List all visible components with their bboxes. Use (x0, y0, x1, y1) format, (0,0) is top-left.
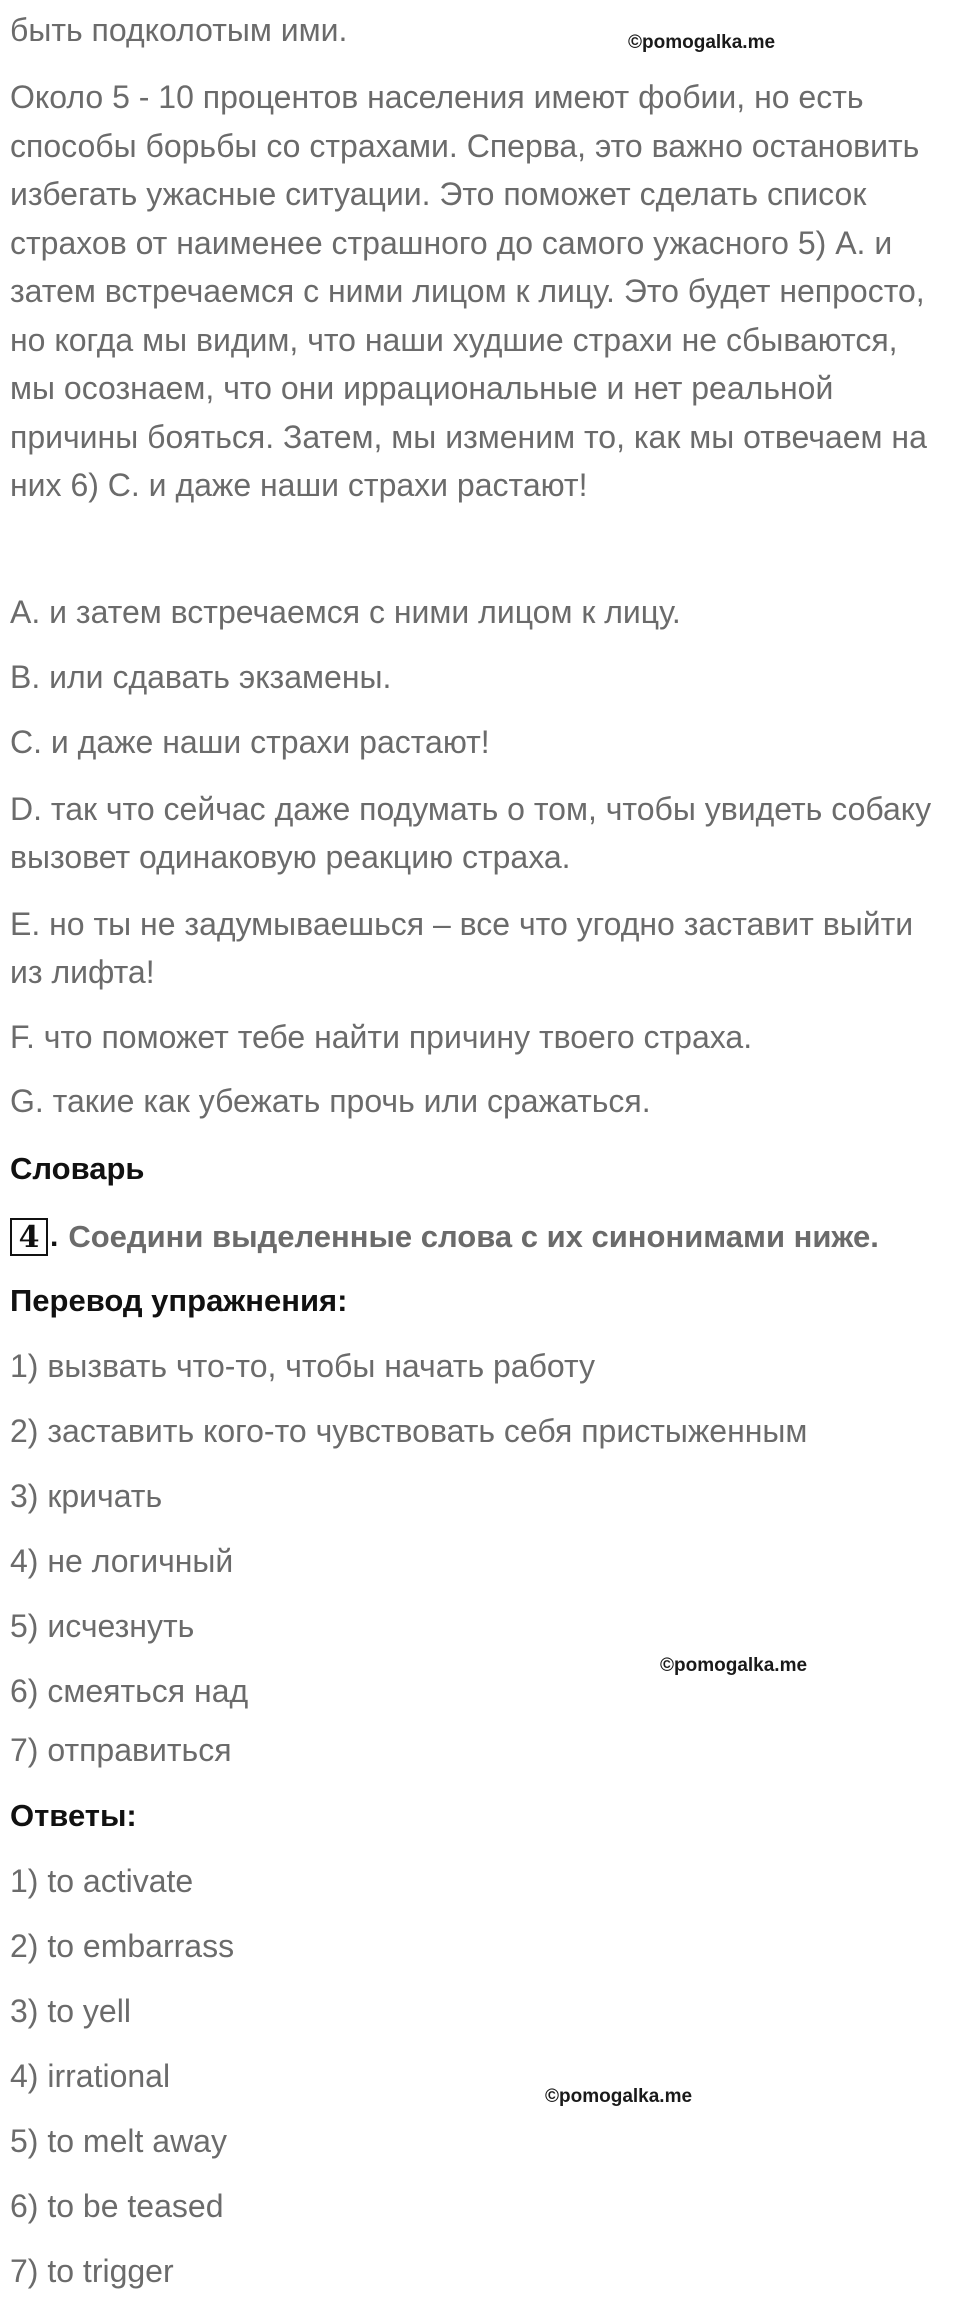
option-g: G. такие как убежать прочь или сражаться. (10, 1083, 651, 1119)
answer-item-4: 4) irrational (10, 2058, 171, 2094)
option-c: C. и даже наши страхи растают! (10, 724, 490, 760)
translation-item-1: 1) вызвать что-то, чтобы начать работу (10, 1348, 596, 1384)
translation-item-5: 5) исчезнуть (10, 1608, 195, 1644)
option-f: F. что поможет тебе найти причину твоего страха. (10, 1019, 753, 1055)
translation-item-6: 6) смеяться над (10, 1673, 249, 1709)
translation-item-7: 7) отправиться (10, 1732, 232, 1768)
translation-item-2: 2) заставить кого-то чувствовать себя пристыженным (10, 1413, 808, 1449)
answer-item-6: 6) to be teased (10, 2188, 224, 2224)
main-paragraph: Около 5 - 10 процентов населения имеют фобии, но есть способы борьбы со страхами. Сперва, это важно остановить избегать ужасные ситуации. Это поможет сделать список страхов от наименее страшного до самого ужасного 5) A. и затем встречаемся с ними лицом к лицу. Это будет непросто, но когда мы видим, что наши худшие страхи не сбываются, мы осознаем, что они иррациональные и нет реальной причины бояться. Затем, мы изменим то, как мы отвечаем на них 6) C. и даже наши страхи растают! (10, 79, 927, 503)
watermark-top: ©pomogalka.me (628, 32, 776, 53)
option-e: E. но ты не задумываешься – все что угодно заставит выйти из лифта! (10, 906, 914, 990)
answers-heading: Ответы: (10, 1798, 137, 1833)
option-d: D. так что сейчас даже подумать о том, чтобы увидеть собаку вызовет одинаковую реакцию страха. (10, 791, 932, 875)
task-number-dot: . (50, 1220, 59, 1253)
translation-item-3: 3) кричать (10, 1478, 163, 1514)
translation-item-4: 4) не логичный (10, 1543, 234, 1579)
top-fragment-text: быть подколотым ими. (10, 12, 348, 48)
answer-item-3: 3) to yell (10, 1993, 131, 2029)
answer-item-2: 2) to embarrass (10, 1928, 235, 1964)
watermark-bottom: ©pomogalka.me (545, 2086, 693, 2107)
option-a: A. и затем встречаемся с ними лицом к лицу. (10, 594, 681, 630)
watermark-middle: ©pomogalka.me (660, 1655, 808, 1676)
task-4-row (10, 1215, 879, 1259)
answer-item-7: 7) to trigger (10, 2253, 174, 2289)
task-instruction: Соедини выделенные слова с их синонимами ниже. (68, 1219, 879, 1254)
option-b: B. или сдавать экзамены. (10, 659, 392, 695)
answer-item-1: 1) to activate (10, 1863, 194, 1899)
task-number-box: 4 (10, 1218, 48, 1256)
translation-heading: Перевод упражнения: (10, 1283, 348, 1318)
answer-item-5: 5) to melt away (10, 2123, 227, 2159)
vocab-heading: Словарь (10, 1151, 145, 1186)
